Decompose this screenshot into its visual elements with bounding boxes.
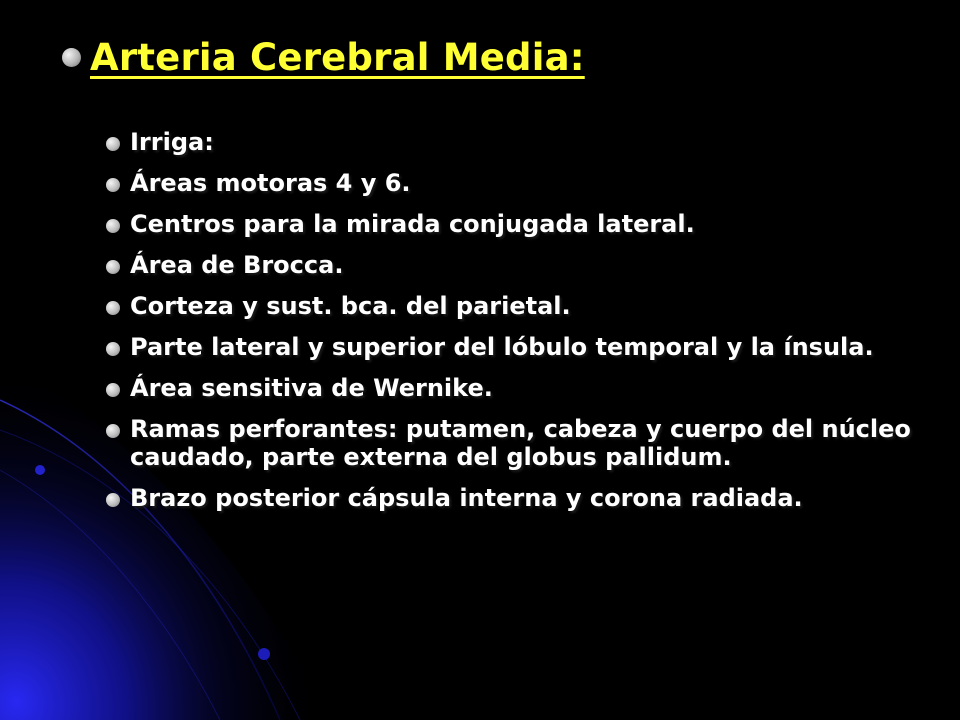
decorative-dot: [35, 465, 45, 475]
list-item-text: Ramas perforantes: putamen, cabeza y cuerpo del núcleo caudado, parte externa del globus pallidum.: [130, 415, 911, 471]
bullet-icon: [106, 424, 120, 438]
list-item: [106, 128, 946, 156]
list-item-text: Irriga:: [130, 128, 214, 156]
list-item: [106, 210, 946, 238]
bullet-icon: [106, 383, 120, 397]
list-item: [106, 374, 946, 402]
bullet-icon: [106, 137, 120, 151]
decorative-dot: [258, 648, 270, 660]
list-item-text: Brazo posterior cápsula interna y corona radiada.: [130, 484, 803, 512]
list-item-text: Área sensitiva de Wernike.: [130, 374, 493, 402]
bullet-list: [106, 128, 946, 525]
list-item: [106, 484, 946, 512]
bullet-icon: [106, 219, 120, 233]
bullet-icon: [106, 493, 120, 507]
bullet-icon: [106, 301, 120, 315]
list-item-text: Centros para la mirada conjugada lateral.: [130, 210, 695, 238]
list-item: [106, 169, 946, 197]
bullet-icon: [106, 260, 120, 274]
list-item-text: Área de Brocca.: [130, 251, 344, 279]
list-item: [106, 251, 946, 279]
list-item: [106, 292, 946, 320]
list-item-text: Áreas motoras 4 y 6.: [130, 169, 411, 197]
bullet-icon: [106, 178, 120, 192]
title-row: [62, 36, 585, 79]
list-item: [106, 333, 946, 361]
bullet-icon: [106, 342, 120, 356]
slide-title: Arteria Cerebral Media:: [90, 36, 585, 79]
title-bullet-icon: [62, 48, 81, 67]
list-item: [106, 415, 946, 471]
list-item-text: Parte lateral y superior del lóbulo temporal y la ínsula.: [130, 333, 874, 361]
list-item-text: Corteza y sust. bca. del parietal.: [130, 292, 571, 320]
